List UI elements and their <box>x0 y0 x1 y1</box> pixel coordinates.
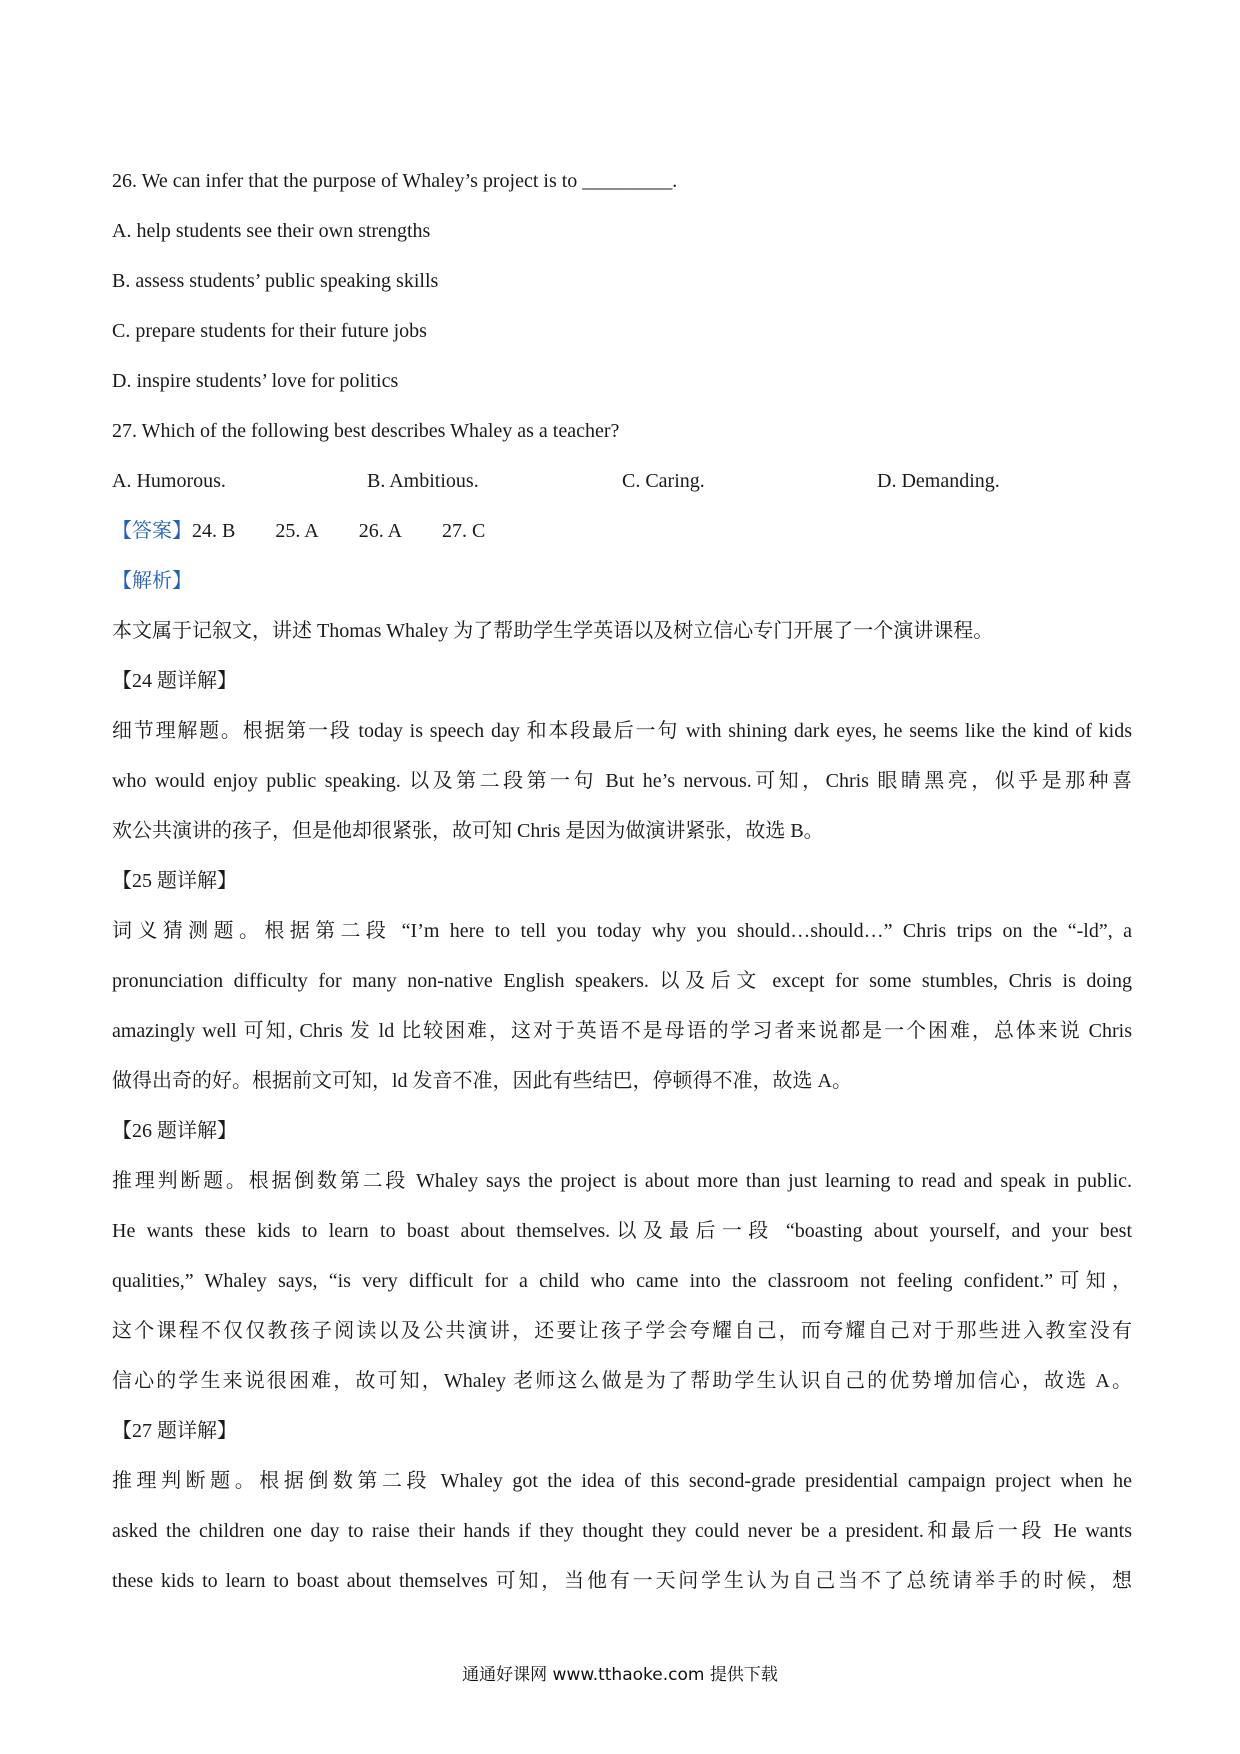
detail-27 <box>112 1406 1132 1606</box>
answer-item: 26. A <box>358 520 403 542</box>
detail-26 <box>112 1106 1132 1406</box>
question-27-option-d: D. Demanding. <box>877 470 1000 492</box>
detail-line: amazingly well 可知, Chris 发 ld 比较困难，这对于英语不是母语的学习者来说都是一个困难，总体来说 Chris <box>112 1020 1132 1042</box>
question-26-option-d: D. inspire students’ love for politics <box>112 370 399 392</box>
passage-summary: 本文属于记叙文，讲述 Thomas Whaley 为了帮助学生学英语以及树立信心专门开展了一个演讲课程。 <box>112 620 994 642</box>
detail-heading: 【25 题详解】 <box>112 870 237 892</box>
detail-line: who would enjoy public speaking. 以及第二段第一句 But he’s nervous.可知，Chris 眼睛黑亮，似乎是那种喜 <box>112 770 1132 792</box>
answer-key <box>112 506 1132 556</box>
detail-line: 细节理解题。根据第一段 today is speech day 和本段最后一句 with shining dark eyes, he seems like the kind of kids <box>112 720 1132 742</box>
detail-line: asked the children one day to raise their hands if they thought they could never be a president.和最后一段 He wants <box>112 1520 1132 1542</box>
question-26-option-a: A. help students see their own strengths <box>112 220 431 242</box>
question-27-options <box>112 456 1132 506</box>
answer-item: 24. B <box>192 520 236 542</box>
question-26-option-c: C. prepare students for their future jobs <box>112 320 427 342</box>
answer-item: 27. C <box>442 520 486 542</box>
detail-heading: 【26 题详解】 <box>112 1120 237 1142</box>
detail-line: 推理判断题。根据倒数第二段 Whaley says the project is about more than just learning to read and speak in public. <box>112 1170 1132 1192</box>
answer-item: 25. A <box>275 520 319 542</box>
analysis-label: 【解析】 <box>112 570 192 592</box>
detail-line: He wants these kids to learn to boast about themselves.以及最后一段 “boasting about yourself, and your best <box>112 1220 1132 1242</box>
detail-line: 做得出奇的好。根据前文可知，ld 发音不准，因此有些结巴，停顿得不准，故选 A。 <box>112 1070 852 1092</box>
detail-heading: 【24 题详解】 <box>112 670 237 692</box>
detail-line: 推理判断题。根据倒数第二段 Whaley got the idea of this second-grade presidential campaign project when he <box>112 1470 1132 1492</box>
question-26-option-b: B. assess students’ public speaking skills <box>112 270 439 292</box>
question-27-option-a: A. Humorous. <box>112 470 226 492</box>
detail-line: 欢公共演讲的孩子，但是他却很紧张，故可知 Chris 是因为做演讲紧张，故选 B。 <box>112 820 824 842</box>
detail-line: 信心的学生来说很困难，故可知，Whaley 老师这么做是为了帮助学生认识自己的优势增加信心，故选 A。 <box>112 1370 1132 1392</box>
detail-line: 词义猜测题。根据第二段 “I’m here to tell you today why you should…should…” Chris trips on the “-ld”, a <box>112 920 1132 942</box>
detail-heading: 【27 题详解】 <box>112 1420 237 1442</box>
question-27-option-b: B. Ambitious. <box>367 470 479 492</box>
page-footer: 通通好课网 www.tthaoke.com 提供下载 <box>462 1665 778 1685</box>
detail-24 <box>112 656 1132 856</box>
detail-line: 这个课程不仅仅教孩子阅读以及公共演讲，还要让孩子学会夸耀自己，而夸耀自己对于那些进入教室没有 <box>112 1320 1132 1342</box>
detail-line: qualities,” Whaley says, “is very difficult for a child who came into the classroom not feeling confident.”可知， <box>112 1270 1132 1292</box>
page-content <box>112 156 1132 1606</box>
question-26-stem: 26. We can infer that the purpose of Whaley’s project is to _________. <box>112 170 678 192</box>
answer-label: 【答案】 <box>112 520 192 542</box>
detail-25 <box>112 856 1132 1106</box>
detail-line: these kids to learn to boast about themselves 可知，当他有一天问学生认为自己当不了总统请举手的时候，想 <box>112 1570 1132 1592</box>
question-27-stem: 27. Which of the following best describes Whaley as a teacher? <box>112 420 620 442</box>
question-27-option-c: C. Caring. <box>622 470 705 492</box>
detail-line: pronunciation difficulty for many non-native English speakers. 以及后文 except for some stumbles, Chris is doing <box>112 970 1132 992</box>
